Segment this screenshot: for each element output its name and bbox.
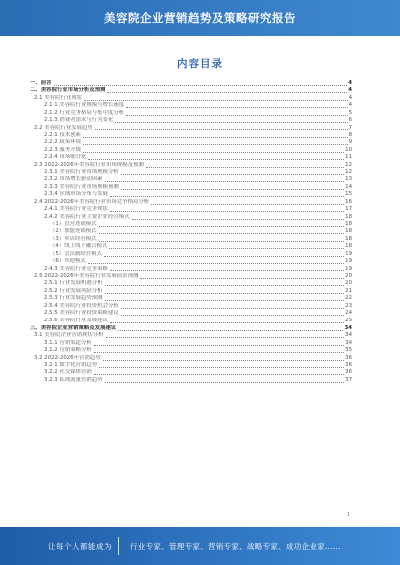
toc-entry-page: 18 bbox=[345, 243, 352, 250]
toc-entry-text: 三、美容院企业营销策略及发展建议 bbox=[30, 324, 117, 331]
toc-entry[interactable] bbox=[30, 221, 352, 228]
toc-leader-dots bbox=[83, 152, 344, 153]
toc-leader-dots bbox=[99, 226, 345, 227]
toc-entry-text: 2.5.3 行业发展趋势预测 bbox=[44, 295, 103, 302]
toc-entry-page: 34 bbox=[345, 339, 352, 346]
toc-leader-dots bbox=[118, 330, 343, 331]
toc-leader-dots bbox=[109, 248, 344, 249]
toc-entry[interactable] bbox=[30, 154, 352, 161]
toc-leader-dots bbox=[151, 204, 344, 205]
toc-entry-text: 3.1.2 营销策略分析 bbox=[44, 347, 92, 354]
toc-entry-text: 2.2.4 市场细分化 bbox=[44, 154, 87, 161]
toc-leader-dots bbox=[106, 337, 345, 338]
toc-entry-page: 24 bbox=[345, 310, 352, 317]
toc-leader-dots bbox=[140, 278, 344, 279]
toc-leader-dots bbox=[105, 285, 345, 286]
toc-entry[interactable] bbox=[30, 125, 352, 132]
toc-entry-text: 3.2.3 私域流量营销趋势 bbox=[44, 376, 103, 383]
toc-leader-dots bbox=[94, 352, 344, 353]
toc-leader-dots bbox=[110, 211, 344, 212]
toc-entry-page: 8 bbox=[348, 131, 352, 138]
toc-entry[interactable] bbox=[30, 139, 352, 146]
toc-entry[interactable] bbox=[30, 377, 352, 384]
toc-entry-text: 2.5.5 美容院行业投资策略建议 bbox=[44, 310, 119, 317]
toc-entry[interactable] bbox=[30, 117, 352, 124]
toc-leader-dots bbox=[105, 300, 345, 301]
toc-leader-dots bbox=[88, 159, 344, 160]
toc-entry[interactable] bbox=[30, 273, 352, 280]
toc-entry-page: 15 bbox=[345, 191, 352, 198]
toc-leader-dots bbox=[83, 144, 348, 145]
toc-entry-text: 2.1.3 消费者需求与行为变化 bbox=[44, 117, 114, 124]
toc-entry-page: 19 bbox=[345, 265, 352, 272]
toc-leader-dots bbox=[121, 174, 344, 175]
toc-entry[interactable] bbox=[30, 303, 352, 310]
toc-entry-page: 7 bbox=[348, 124, 352, 131]
toc-entry-page: 12 bbox=[345, 169, 352, 176]
toc-entry-page: 4 bbox=[348, 102, 352, 109]
toc-entry-text: 2.5 2022-2026年美容院行业发展前景预测 bbox=[34, 272, 139, 279]
toc-leader-dots bbox=[110, 322, 344, 323]
toc-entry-text: 2.4.1 美容院行业竞争现状 bbox=[44, 206, 108, 213]
toc-entry-page: 5 bbox=[348, 109, 352, 116]
toc-entry[interactable] bbox=[30, 243, 352, 250]
toc-leader-dots bbox=[94, 374, 344, 375]
toc-entry-page: 36 bbox=[345, 362, 352, 369]
toc-entry-text: 一、前言 bbox=[30, 80, 52, 86]
toc-entry-text: 2.3.2 市场增长驱动因素 bbox=[44, 176, 103, 183]
toc-leader-dots bbox=[110, 270, 344, 271]
toc-entry-page: 34 bbox=[344, 324, 352, 331]
toc-entry[interactable] bbox=[30, 280, 352, 287]
toc-entry-page: 19 bbox=[345, 250, 352, 257]
toc-entry-text: 2.4.2 美容院行业主要企业经营模式 bbox=[44, 213, 130, 220]
toc-entry[interactable] bbox=[30, 110, 352, 117]
toc-entry-text: 2.4 2022-2026年美容院行业市场竞争格局分析 bbox=[34, 198, 150, 205]
toc-entry[interactable] bbox=[30, 258, 352, 265]
toc-entry-text: （5）会员制经营模式 bbox=[50, 250, 102, 257]
toc-leader-dots bbox=[146, 167, 344, 168]
toc-entry[interactable] bbox=[30, 228, 352, 235]
toc-entry-page: 4 bbox=[348, 80, 352, 86]
toc-entry-page: 10 bbox=[345, 146, 352, 153]
toc-entry[interactable] bbox=[30, 132, 352, 139]
toc-entry-page: 4 bbox=[348, 87, 352, 94]
toc-entry[interactable] bbox=[30, 176, 352, 183]
footer-roles: 行业专家、管理专家、营销专家、战略专家、成功企业家…… bbox=[130, 542, 341, 551]
toc-entry-page: 34 bbox=[345, 332, 352, 339]
toc-leader-dots bbox=[126, 107, 347, 108]
toc-entry-page: 23 bbox=[345, 302, 352, 309]
report-header-bar bbox=[0, 0, 400, 36]
toc-leader-dots bbox=[107, 92, 347, 93]
toc-leader-dots bbox=[132, 219, 345, 220]
toc-entry[interactable] bbox=[30, 102, 352, 109]
toc-entry[interactable] bbox=[30, 199, 352, 206]
toc-entry-page: 35 bbox=[345, 347, 352, 354]
toc-entry-page: 21 bbox=[345, 287, 352, 294]
toc-entry-page: 19 bbox=[345, 258, 352, 265]
toc-entry-text: 2.5.2 行业发展风险分析 bbox=[44, 287, 103, 294]
footer-bar bbox=[0, 527, 400, 565]
toc-entry-text: （4）线上线下融合模式 bbox=[50, 243, 108, 250]
toc-entry[interactable] bbox=[30, 332, 352, 339]
toc-entry-page: 14 bbox=[345, 183, 352, 190]
toc-entry-page: 20 bbox=[345, 280, 352, 287]
toc-entry-page: 25 bbox=[345, 317, 352, 324]
toc-leader-dots bbox=[84, 100, 348, 101]
toc-entry-text: （6）其他模式 bbox=[50, 258, 86, 265]
toc-entry[interactable] bbox=[30, 214, 352, 221]
toc-entry-page: 22 bbox=[345, 295, 352, 302]
toc-entry-page: 36 bbox=[345, 369, 352, 376]
toc-entry-page: 17 bbox=[345, 206, 352, 213]
toc-leader-dots bbox=[121, 315, 344, 316]
toc-leader-dots bbox=[126, 115, 347, 116]
toc-entry-text: 2.3.3 美容院行业市场规模预测 bbox=[44, 183, 119, 190]
toc-entry-page: 4 bbox=[348, 94, 352, 101]
toc-entry[interactable] bbox=[30, 251, 352, 258]
toc-entry[interactable] bbox=[30, 184, 352, 191]
toc-entry-text: 2.2.3 服务升级 bbox=[44, 146, 81, 153]
toc-entry[interactable] bbox=[30, 318, 352, 325]
toc-entry[interactable] bbox=[30, 169, 352, 176]
toc-entry-page: 18 bbox=[345, 213, 352, 220]
toc-entry[interactable] bbox=[30, 288, 352, 295]
toc-entry-page: 11 bbox=[345, 154, 352, 161]
toc-entry[interactable] bbox=[30, 87, 352, 94]
toc-entry-text: （1）直营连锁模式 bbox=[50, 221, 97, 227]
toc-entry-page: 18 bbox=[345, 221, 352, 227]
toc-entry-page: 18 bbox=[345, 228, 352, 235]
toc-entry-text: 3.1.1 营销渠道分析 bbox=[44, 339, 92, 346]
toc-leader-dots bbox=[105, 293, 345, 294]
toc-leader-dots bbox=[110, 196, 344, 197]
toc-leader-dots bbox=[103, 360, 345, 361]
toc-leader-dots bbox=[99, 233, 345, 234]
toc-entry-text: 二、美容院行业市场分析及预测 bbox=[30, 87, 106, 94]
toc-entry-text: 2.3 2022-2026年美容院行业市场规模及预测 bbox=[34, 161, 144, 168]
toc-entry[interactable] bbox=[30, 95, 352, 102]
toc-entry-text: （2）加盟连锁模式 bbox=[50, 228, 97, 235]
toc-entry-text: 2.5.1 行业发展机遇分析 bbox=[44, 280, 103, 287]
toc-entry-page: 13 bbox=[345, 176, 352, 183]
toc-leader-dots bbox=[105, 382, 345, 383]
toc-entry[interactable] bbox=[30, 206, 352, 213]
toc-heading: 内容目录 bbox=[177, 58, 223, 70]
toc-entry-page: 20 bbox=[345, 272, 352, 279]
toc-entry-text: 2.1 美容院行业现状 bbox=[34, 94, 83, 101]
toc-leader-dots bbox=[121, 308, 344, 309]
toc-entry[interactable] bbox=[30, 325, 352, 332]
toc-leader-dots bbox=[95, 129, 348, 130]
toc-entry[interactable] bbox=[30, 191, 352, 198]
toc-entry-text: 2.4.3 美容院行业竞争策略 bbox=[44, 265, 108, 272]
toc-entry-text: （3）单店经营模式 bbox=[50, 235, 97, 242]
toc-entry[interactable] bbox=[30, 266, 352, 273]
toc-leader-dots bbox=[88, 263, 344, 264]
toc-entry-text: 2.5.6 美容院行业发展建议 bbox=[44, 317, 108, 324]
toc-leader-dots bbox=[121, 189, 344, 190]
toc-entry-page: 6 bbox=[348, 117, 352, 124]
toc-entry-text: 3.2.2 社交媒体营销 bbox=[44, 369, 92, 376]
footer-slogan: 让每个人都能成为 bbox=[48, 542, 112, 551]
toc-entry-page: 12 bbox=[345, 161, 352, 168]
toc-entry-text: 3.1 美容院企业营销现状分析 bbox=[34, 332, 104, 339]
toc-entry-text: 2.5.4 美容院行业投资机会分析 bbox=[44, 302, 119, 309]
toc-entry[interactable] bbox=[30, 236, 352, 243]
toc-entry[interactable] bbox=[30, 340, 352, 347]
toc-leader-dots bbox=[94, 345, 344, 346]
toc-entry-page: 18 bbox=[345, 235, 352, 242]
toc-entry[interactable] bbox=[30, 295, 352, 302]
toc-entry[interactable] bbox=[30, 362, 352, 369]
toc-leader-dots bbox=[99, 241, 345, 242]
toc-entry[interactable] bbox=[30, 80, 352, 87]
toc-leader-dots bbox=[104, 256, 344, 257]
toc-entry[interactable] bbox=[30, 147, 352, 154]
toc-entry-text: 3.2.1 数字化营销趋势 bbox=[44, 362, 98, 369]
toc-entry[interactable] bbox=[30, 347, 352, 354]
toc-entry-page: 36 bbox=[345, 354, 352, 361]
toc-entry-text: 2.2.1 技术创新 bbox=[44, 131, 81, 138]
toc-entry-text: 2.1.2 行业竞争格局与集中度分析 bbox=[44, 109, 125, 116]
toc-leader-dots bbox=[83, 137, 348, 138]
toc-entry[interactable] bbox=[30, 162, 352, 169]
toc-entry[interactable] bbox=[30, 310, 352, 317]
toc-leader-dots bbox=[54, 85, 348, 86]
toc-entry-text: 3.2 2022-2026年营销趋势 bbox=[34, 354, 101, 361]
table-of-contents bbox=[30, 80, 352, 512]
toc-entry-text: 2.1.1 美容院行业规模与增长速度 bbox=[44, 102, 125, 109]
toc-leader-dots bbox=[99, 367, 344, 368]
toc-entry-text: 2.2.2 政策环境 bbox=[44, 139, 81, 146]
toc-entry-page: 9 bbox=[348, 139, 352, 146]
toc-entry-page: 16 bbox=[345, 198, 352, 205]
toc-entry-text: 2.3.1 美容院行业市场规模分析 bbox=[44, 169, 119, 176]
toc-leader-dots bbox=[105, 181, 345, 182]
toc-entry-text: 2.2 美容院行业发展趋势 bbox=[34, 124, 93, 131]
footer-divider bbox=[118, 537, 119, 555]
toc-entry[interactable] bbox=[30, 355, 352, 362]
page-number: 1 bbox=[346, 512, 350, 518]
report-title: 美容院企业营销趋势及策略研究报告 bbox=[104, 11, 296, 25]
toc-entry-text: 2.3.4 区域市场分布与发展 bbox=[44, 191, 108, 198]
toc-entry-page: 37 bbox=[345, 376, 352, 383]
toc-leader-dots bbox=[115, 122, 347, 123]
toc-entry[interactable] bbox=[30, 369, 352, 376]
